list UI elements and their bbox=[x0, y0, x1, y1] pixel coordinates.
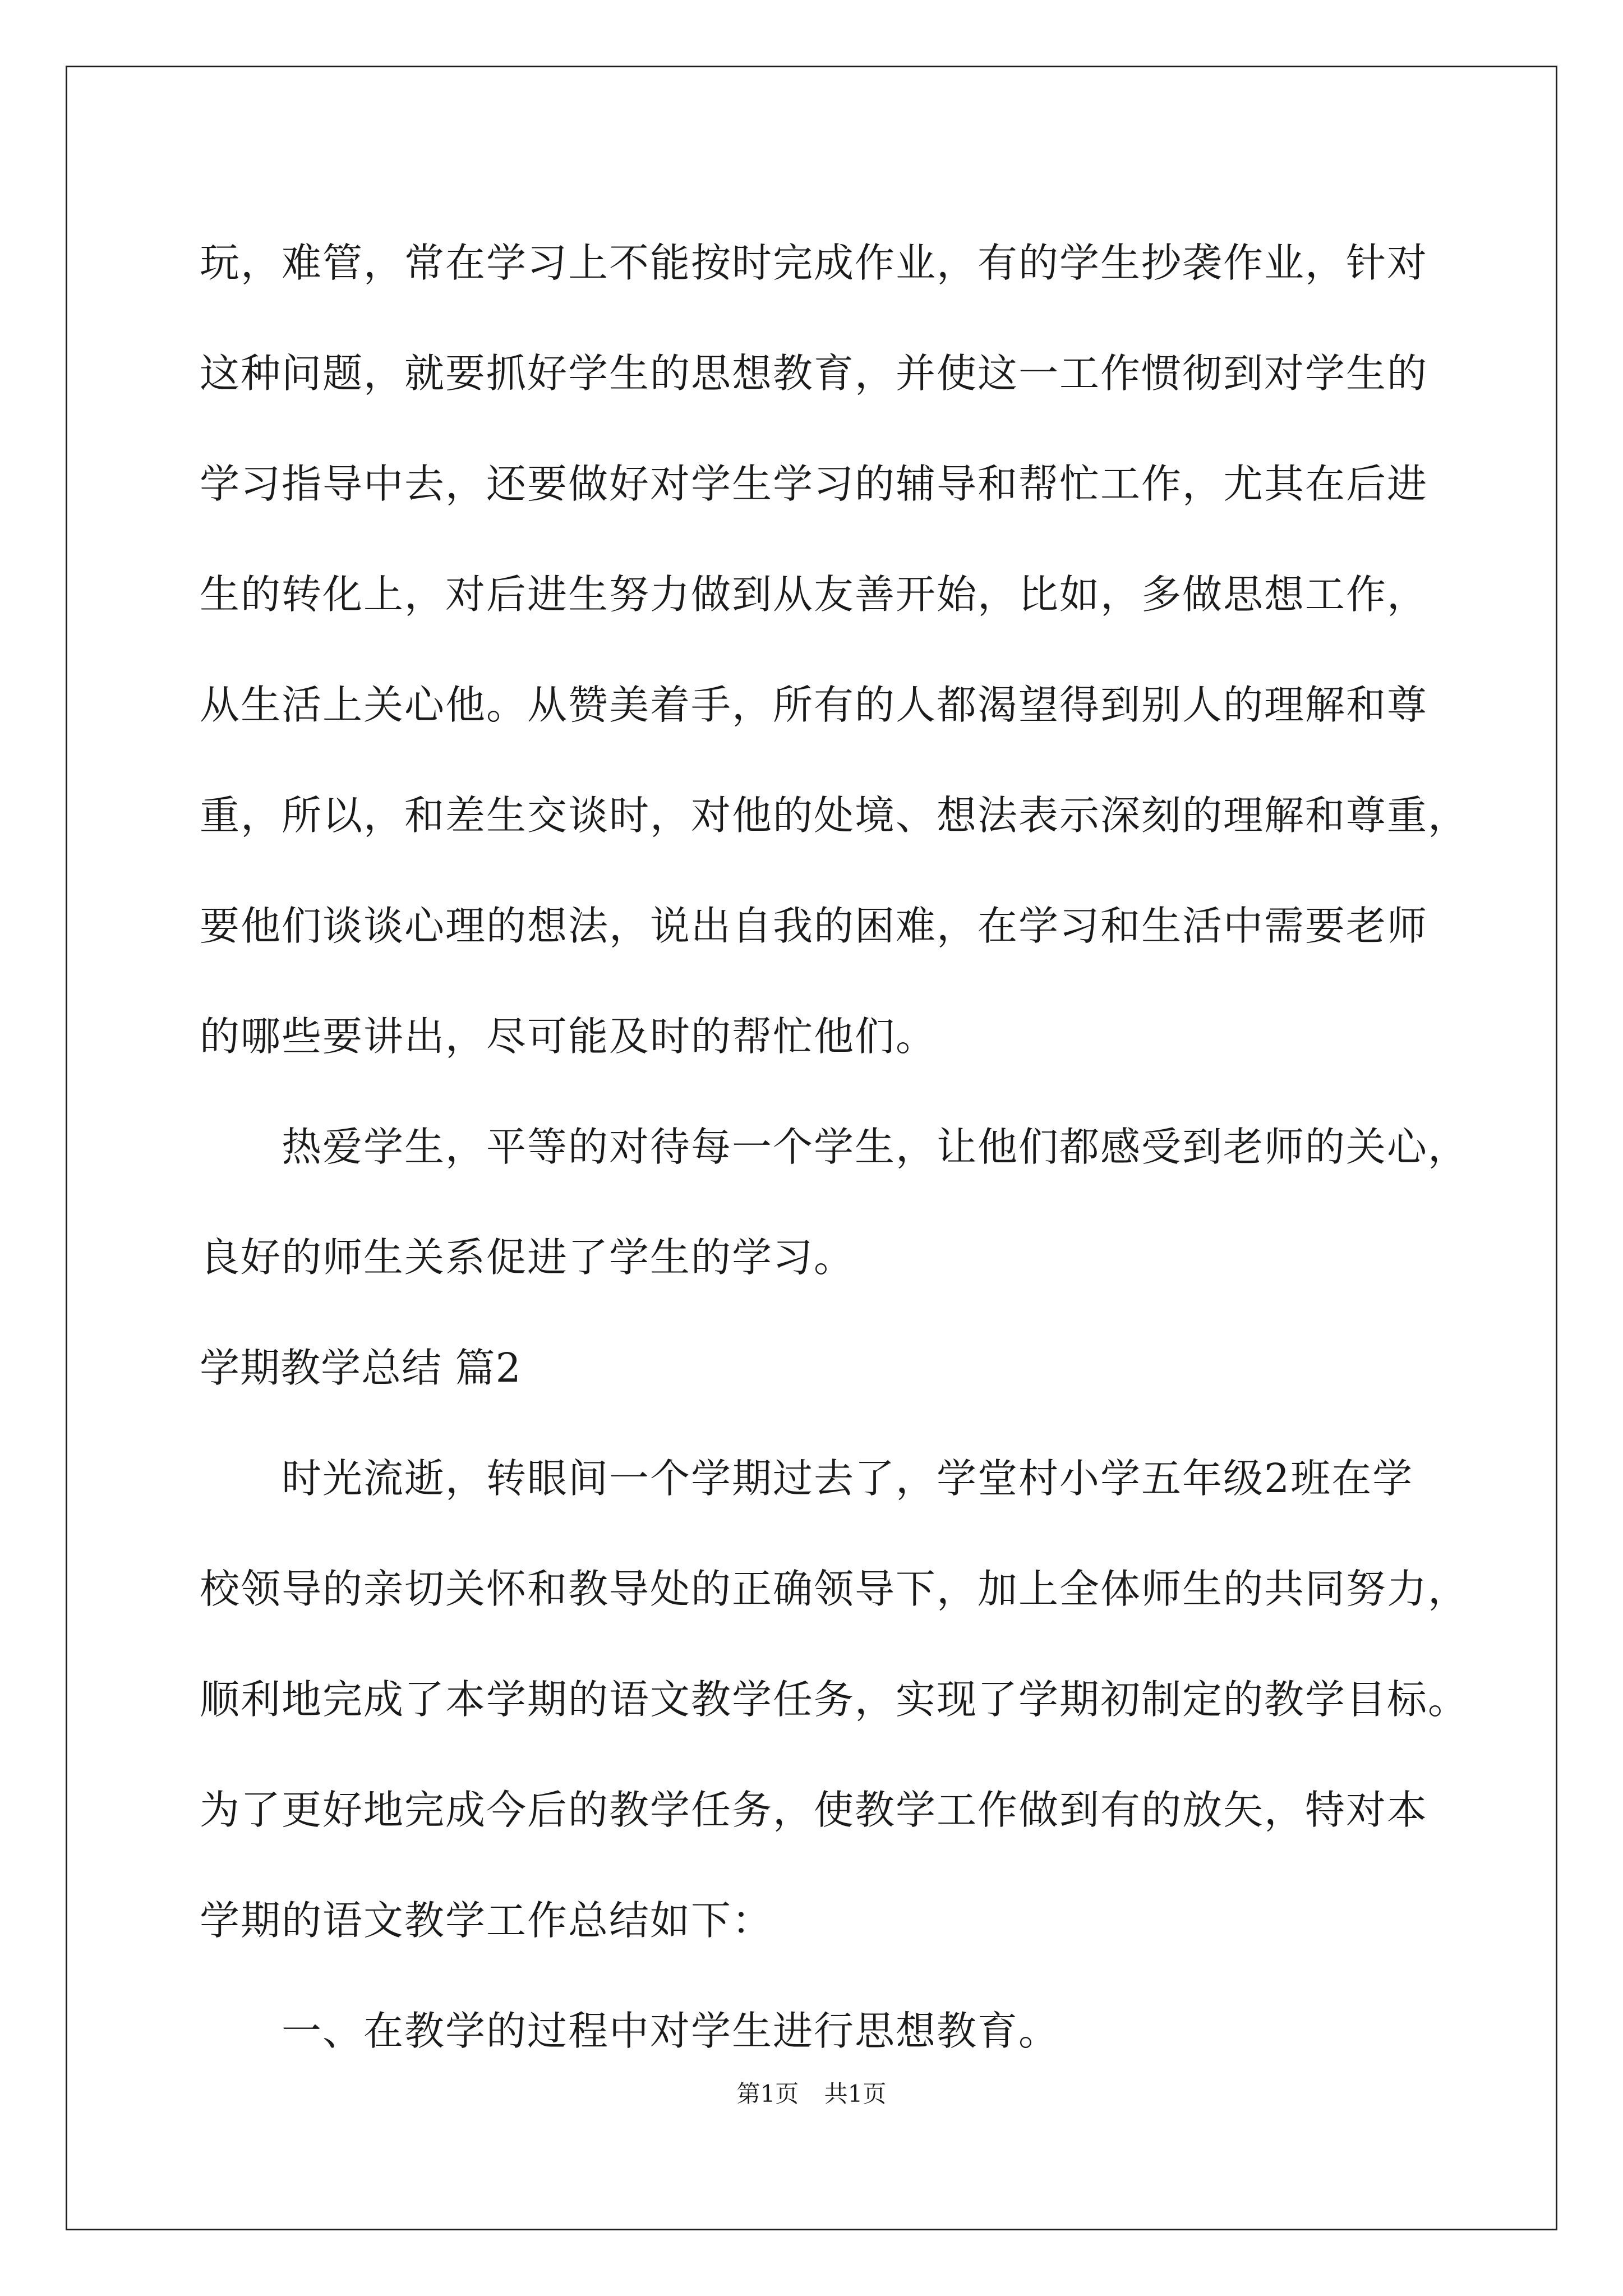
text-line: 良好的师生关系促进了学生的学习。 bbox=[200, 1234, 855, 1281]
page-total: 共1页 bbox=[824, 2080, 887, 2108]
document-body bbox=[200, 208, 1467, 2086]
text-line: 校领导的亲切关怀和教导处的正确领导下，加上全体师生的共同努力， bbox=[200, 1566, 1469, 1612]
text-line: 顺利地完成了本学期的语文教学任务，实现了学期初制定的教学目标。 bbox=[200, 1676, 1469, 1723]
text-line: 时光流逝，转眼间一个学期过去了，学堂村小学五年级2班在学 bbox=[282, 1455, 1414, 1502]
text-line: 生的转化上，对后进生努力做到从友善开始，比如，多做思想工作， bbox=[200, 571, 1428, 618]
section-heading: 学期教学总结 篇2 bbox=[200, 1345, 522, 1391]
text-line: 学期的语文教学工作总结如下： bbox=[200, 1897, 773, 1944]
text-line: 从生活上关心他。从赞美着手，所有的人都渴望得到别人的理解和尊 bbox=[200, 682, 1428, 728]
text-line: 这种问题，就要抓好学生的思想教育，并使这一工作惯彻到对学生的 bbox=[200, 350, 1428, 397]
page-footer bbox=[0, 2076, 1623, 2109]
page-number: 第1页 bbox=[736, 2080, 799, 2108]
text-line: 热爱学生，平等的对待每一个学生，让他们都感受到老师的关心， bbox=[282, 1124, 1469, 1170]
text-line: 要他们谈谈心理的想法，说出自我的困难，在学习和生活中需要老师 bbox=[200, 903, 1428, 949]
text-line: 玩，难管，常在学习上不能按时完成作业，有的学生抄袭作业，针对 bbox=[200, 240, 1428, 286]
text-line: 重，所以，和差生交谈时，对他的处境、想法表示深刻的理解和尊重， bbox=[200, 792, 1469, 839]
text-line: 一、在教学的过程中对学生进行思想教育。 bbox=[282, 2008, 1060, 2054]
text-line: 为了更好地完成今后的教学任务，使教学工作做到有的放矢，特对本 bbox=[200, 1787, 1428, 1833]
text-line: 的哪些要讲出，尽可能及时的帮忙他们。 bbox=[200, 1013, 937, 1060]
text-line: 学习指导中去，还要做好对学生学习的辅导和帮忙工作，尤其在后进 bbox=[200, 461, 1428, 507]
